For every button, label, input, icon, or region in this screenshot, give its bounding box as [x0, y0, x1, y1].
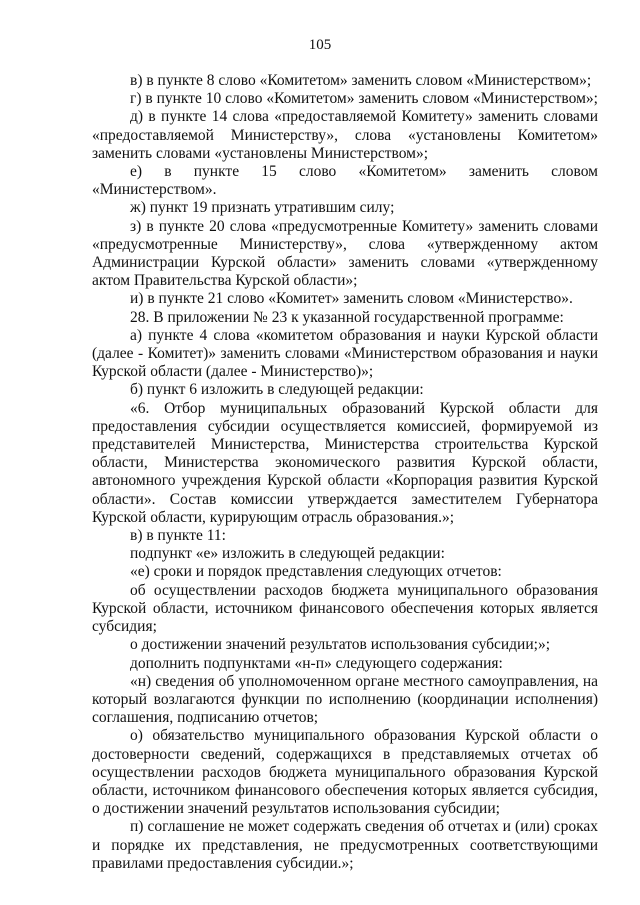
- paragraph-selection-commission: «6. Отбор муниципальных образований Курской области для предоставления субсидии осуществляется комиссией, формируемой из представителей Министерства, Министерства строительства Курской области, Министерства экономического развития Курской области, автономного учреждения Курской области «Корпорация развития Курской области». Состав комиссии утверждается заместителем Губернатора Курской области, курирующим отрасль образования.»;: [92, 399, 598, 526]
- paragraph-subpoint-n: «н) сведения об уполномоченном органе местного самоуправления, на который возлагаются функции по исполнению (координации исполнения) соглашения, подписанию отчетов;: [92, 672, 598, 727]
- paragraph-g-punkt-10: г) в пункте 10 слово «Комитетом» заменить словом «Министерством»;: [130, 90, 598, 108]
- paragraph-expenses-report: об осуществлении расходов бюджета муниципального образования Курской области, источником финансового обеспечения которых является субсидия;: [92, 581, 598, 636]
- document-body: [92, 72, 598, 873]
- paragraph-subpoint-e-intro: подпункт «е» изложить в следующей редакции:: [130, 545, 445, 563]
- paragraph-subpoint-p: п) соглашение не может содержать сведения об отчетах и (или) сроках и порядке их представления, не предусмотренных соответствующими правилами предоставления субсидии.»;: [92, 818, 598, 872]
- paragraph-28-appendix-23: 28. В приложении № 23 к указанной государственной программе:: [130, 308, 564, 326]
- paragraph-a-punkt-4: а) пункте 4 слова «комитетом образования и науки Курской области (далее - Комитет)» заменить словами «Министерством образования и науки Курской области (далее - Министерство)»;: [92, 326, 598, 381]
- paragraph-d-punkt-14: д) в пункте 14 слова «предоставляемой Комитету» заменить словами «предоставляемой Министерству», слова «установлены Комитетом» заменить словами «установлены Министерством»;: [92, 108, 598, 162]
- paragraph-results-report: о достижении значений результатов использования субсидии;»;: [130, 636, 551, 654]
- paragraph-subpoint-o: о) обязательство муниципального образования Курской области о достоверности сведений, содержащихся в представляемых отчетах об осуществлении расходов бюджета муниципального образования Курской области, источником финансового обеспечения которых является субсидия, о достижении значений результатов использования субсидии;: [92, 727, 598, 818]
- paragraph-zh-punkt-19: ж) пункт 19 признать утратившим силу;: [130, 199, 395, 217]
- paragraph-subpoint-e: «е) сроки и порядок представления следующих отчетов:: [130, 563, 502, 581]
- paragraph-v-punkt-11: в) в пункте 11:: [130, 527, 226, 545]
- page-number: 105: [308, 37, 332, 53]
- paragraph-v-punkt-8: в) в пункте 8 слово «Комитетом» заменить словом «Министерством»;: [130, 72, 592, 89]
- paragraph-b-punkt-6: б) пункт 6 изложить в следующей редакции:: [130, 381, 424, 399]
- paragraph-add-subpoints-n-p: дополнить подпунктами «н-п» следующего содержания:: [130, 654, 503, 672]
- paragraph-z-punkt-20: з) в пункте 20 слова «предусмотренные Комитету» заменить словами «предусмотренные Министерству», слова «утвержденному актом Администрации Курской области» заменить словами «утвержденному актом Правительства Курской области»;: [92, 217, 598, 290]
- paragraph-e-punkt-15: е) в пункте 15 слово «Комитетом» заменить словом «Министерством».: [92, 163, 598, 199]
- paragraph-i-punkt-21: и) в пункте 21 слово «Комитет» заменить словом «Министерство».: [130, 290, 573, 308]
